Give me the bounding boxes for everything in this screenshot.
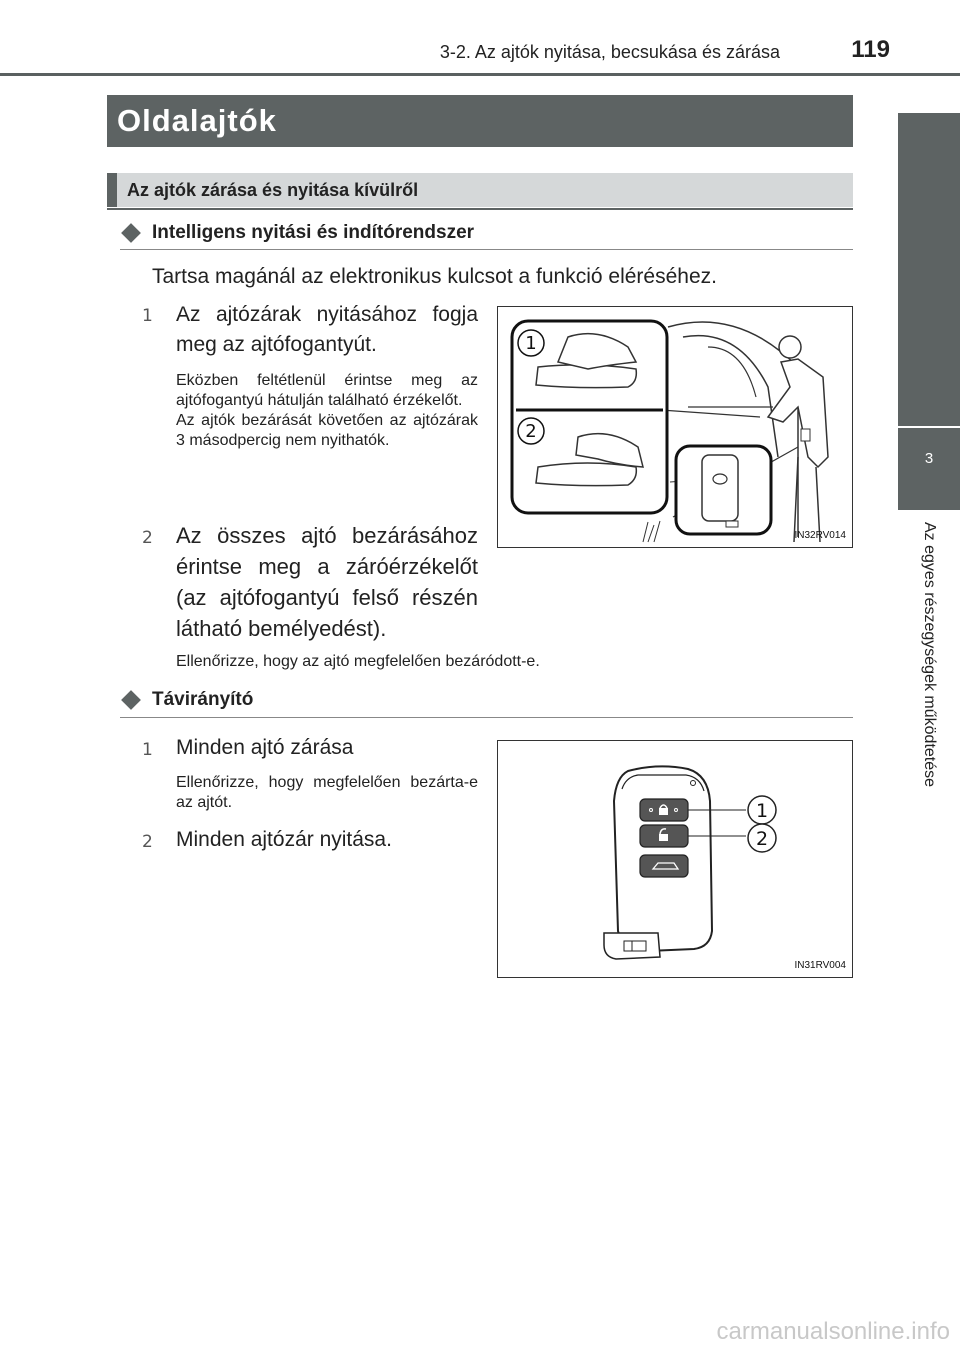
heading-rule (120, 249, 853, 250)
subsection-rule (107, 208, 853, 210)
heading-rule (120, 717, 853, 718)
callout-label: 2 (525, 421, 537, 442)
figure-code: IN32RV014 (794, 530, 846, 541)
diamond-bullet-icon (121, 690, 141, 710)
chapter-tab-number: 3 (898, 428, 960, 510)
callout-label: 1 (755, 800, 769, 822)
page-number: 119 (851, 36, 890, 63)
remote-heading: Távirányító (152, 689, 254, 710)
section-title: Oldalajtók (107, 95, 853, 147)
figure-code: IN31RV004 (794, 960, 846, 971)
step-text: Az ajtózárak nyitásához fogja meg az ajtófogantyút. (176, 303, 478, 356)
step-text: Az összes ajtó bezárásához érintse meg a záróérzékelőt (az ajtófogantyú felső részén látható bemélyedést). (176, 523, 478, 641)
running-header: 3-2. Az ajtók nyitása, becsukása és zárása (439, 42, 780, 62)
remote-key-illustration (498, 741, 851, 976)
smart-entry-intro: Tartsa magánál az elektronikus kulcsot a funkció eléréséhez. (152, 265, 717, 288)
diamond-bullet-icon (121, 223, 141, 243)
step-number: 1 (142, 740, 153, 760)
remote-key-figure (497, 740, 853, 978)
step-text: Minden ajtó zárása (176, 736, 354, 759)
step-note: Ellenőrizze, hogy megfelelően bezárta-e az ajtót. (176, 774, 478, 811)
step-number: 2 (142, 528, 153, 548)
subsection-title: Az ajtók zárása és nyitása kívülről (107, 173, 853, 207)
side-tab-block (898, 113, 960, 426)
step-text: Minden ajtózár nyitása. (176, 828, 392, 851)
door-handle-illustration (498, 307, 851, 546)
watermark: carmanualsonline.info (716, 1318, 950, 1345)
step-note: Eközben feltétlenül érintse meg az ajtófogantyú hátulján található érzékelőt. Az ajtók bezárását követően az ajtózárak 3 másodpercig nem nyithatók. (176, 372, 478, 449)
step-number: 1 (142, 306, 153, 326)
callout-label: 2 (755, 828, 769, 850)
step-note: Ellenőrizze, hogy az ajtó megfelelően bezáródott-e. (176, 653, 540, 670)
door-handle-figure (497, 306, 853, 548)
chapter-tab-label: Az egyes részegységek működtetése (921, 522, 938, 788)
header-rule (0, 73, 960, 76)
callout-label: 1 (525, 333, 537, 354)
smart-entry-heading: Intelligens nyitási és indítórendszer (152, 222, 475, 243)
step-number: 2 (142, 832, 153, 852)
